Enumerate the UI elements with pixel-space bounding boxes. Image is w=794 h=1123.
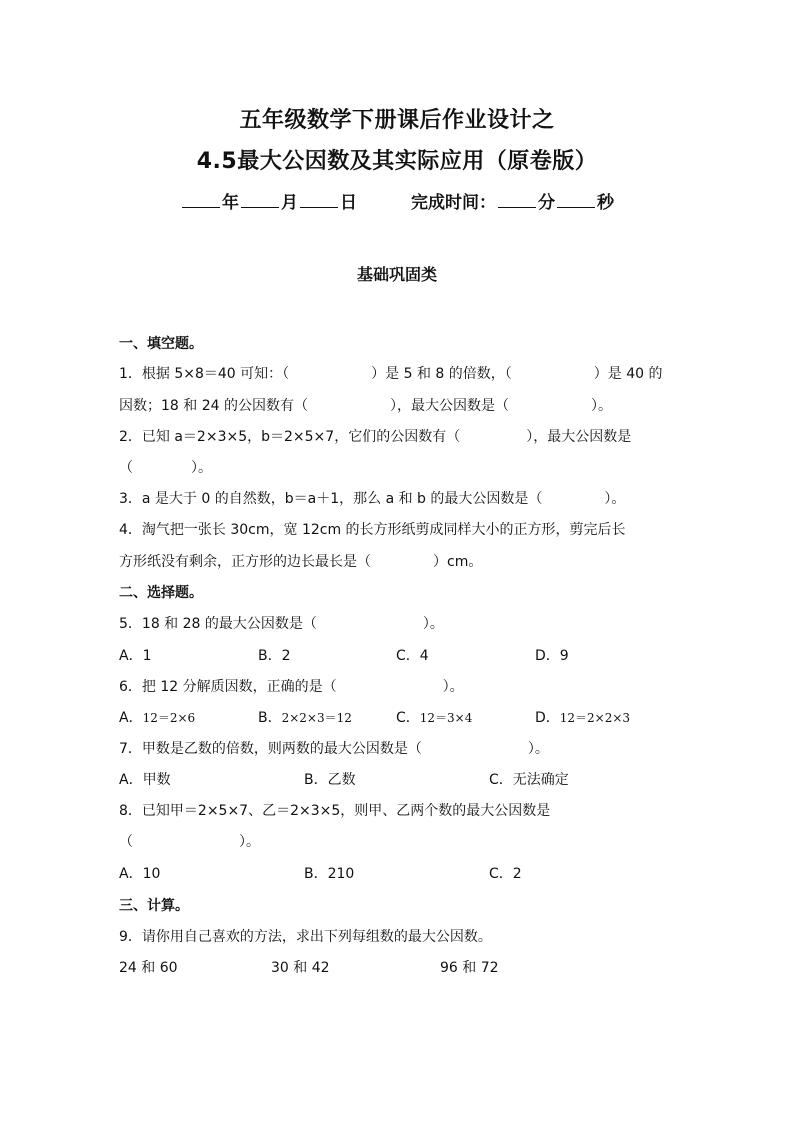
q6-option-d-label: D． [535,710,560,726]
q7-option-b[interactable]: B．乙数 [304,772,356,788]
document-title-line1: 五年级数学下册课后作业设计之 [239,108,555,133]
question-4-line1: 4．淘气把一张长 30cm，宽 12cm 的长方形纸剪成同样大小的正方形，剪完后长 [119,522,626,538]
question-2-line1 [119,426,631,446]
time-label: 完成时间： [411,193,496,213]
q5-option-a[interactable]: A．1 [119,648,152,664]
q5-text-a: 5．18 和 28 的最大公因数是（ [119,616,317,632]
q3-text-a: 3．a 是大于 0 的自然数，b＝a＋1，那么 a 和 b 的最大公因数是（ [119,491,543,507]
question-1-line2 [119,395,612,415]
q6-option-a-label: A． [119,710,143,726]
question-2-line2 [119,457,212,477]
year-blank[interactable] [182,191,220,208]
q7-option-a[interactable]: A．甲数 [119,772,171,788]
q6-option-c-label: C． [396,710,420,726]
month-label: 月 [281,193,298,213]
q1-text-c: ）是 40 的 [593,366,663,382]
q7-option-c[interactable]: C．无法确定 [489,772,569,788]
year-label: 年 [222,193,239,213]
second-blank[interactable] [557,191,595,208]
date-time-line [180,188,614,213]
q9-group-2: 30 和 42 [271,960,330,976]
question-9: 9．请你用自己喜欢的方法，求出下列每组数的最大公因数。 [119,929,492,945]
q6-option-d-expr: 12＝2×2×3 [559,711,631,725]
question-7 [119,738,549,758]
question-3 [119,488,625,508]
q5-option-d[interactable]: D．9 [535,648,569,664]
q2-text-a: 2．已知 a＝2×3×5，b＝2×5×7，它们的公因数有（ [119,429,461,445]
question-8-line1: 8．已知甲＝2×5×7、乙＝2×3×5，则甲、乙两个数的最大公因数是 [119,803,551,819]
q1-text-f: ）。 [590,398,612,414]
q4-text-b: 方形纸没有剩余，正方形的边长最长是（ [119,554,371,570]
q5-text-b: ）。 [422,616,444,632]
q1-text-b: ）是 5 和 8 的倍数，（ [371,366,512,382]
minute-label: 分 [538,193,555,213]
q4-text-c: ）cm。 [433,554,483,570]
q8-text-b: （ [119,834,133,850]
section-title: 基础巩固类 [356,265,437,284]
day-blank[interactable] [300,191,338,208]
question-1-line1 [119,363,663,383]
minute-blank[interactable] [498,191,536,208]
q8-text-c: ）。 [239,834,260,850]
q6-option-b[interactable] [258,707,352,727]
part3-heading: 三、计算。 [119,898,189,914]
q5-option-c[interactable]: C．4 [396,648,429,664]
part2-heading: 二、选择题。 [119,585,203,601]
question-5 [119,613,444,633]
q6-option-c[interactable] [396,707,472,727]
q7-text-a: 7．甲数是乙数的倍数，则两数的最大公因数是（ [119,741,422,757]
q3-text-b: ）。 [604,491,626,507]
q8-option-b[interactable]: B．210 [304,866,355,882]
q9-group-3: 96 和 72 [440,960,499,976]
q6-option-c-expr: 12＝3×4 [419,711,473,725]
q9-group-1: 24 和 60 [119,960,178,976]
day-label: 日 [340,193,357,213]
q1-text-e: ），最大公因数是（ [389,398,509,414]
q6-text-a: 6．把 12 分解质因数，正确的是（ [119,679,337,695]
q2-text-c: （ [119,460,133,476]
q6-option-b-label: B． [258,710,282,726]
q1-text-a: 1．根据 5×8＝40 可知：（ [119,366,290,382]
q6-option-b-expr: 2×2×3＝12 [281,711,352,725]
q6-option-d[interactable] [535,707,630,727]
part1-heading: 一、填空题。 [119,336,203,352]
month-blank[interactable] [241,191,279,208]
q6-option-a-expr: 12＝2×6 [142,711,196,725]
q7-text-b: ）。 [527,741,549,757]
q8-option-c[interactable]: C．2 [489,866,522,882]
q1-text-d: 因数；18 和 24 的公因数有（ [119,398,308,414]
q8-option-a[interactable]: A．10 [119,866,161,882]
second-label: 秒 [597,193,614,213]
document-title-line2: 4.5最大公因数及其实际应用（原卷版） [196,149,598,174]
q6-option-a[interactable] [119,707,195,727]
question-6 [119,676,464,696]
q6-text-b: ）。 [442,679,464,695]
question-4-line2 [119,551,482,571]
q2-text-b: ），最大公因数是 [526,429,632,445]
question-8-line2 [119,831,260,851]
q5-option-b[interactable]: B．2 [258,648,291,664]
q2-text-d: ）。 [191,460,212,476]
